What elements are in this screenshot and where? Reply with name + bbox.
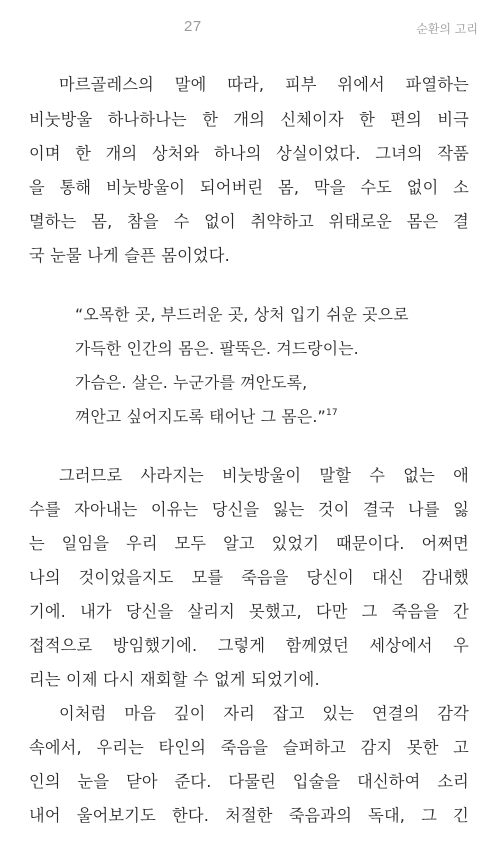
quote-line: “오목한 곳, 부드러운 곳, 상처 입기 쉬운 곳으로 (75, 305, 409, 324)
text-line: 비눗방울 하나하나는 한 개의 신체이자 한 편의 비극 (29, 110, 469, 129)
text-line: 인의 눈을 닫아 준다. 다물린 입술을 대신하여 소리 (29, 772, 469, 791)
text-line: 기에. 내가 당신을 살리지 못했고, 다만 그 죽음을 간 (29, 602, 469, 621)
text-line: 국 눈물 나게 슬픈 몸이었다. (29, 246, 230, 265)
text-line: 접적으로 방임했기에. 그렇게 함께였던 세상에서 우 (29, 636, 469, 655)
page-number: 27 (184, 18, 202, 35)
text-line: 는 일임을 우리 모두 알고 있었기 때문이다. 어쩌면 (29, 534, 469, 553)
quote-line-last (75, 407, 338, 427)
text-line: 나의 것이었을지도 모를 죽음을 당신이 대신 감내했 (29, 568, 469, 587)
running-title: 순환의 고리 (416, 22, 478, 36)
text-line: 마르골레스의 말에 따라, 피부 위에서 파열하는 (59, 75, 469, 94)
quote-line-text: 껴안고 싶어지도록 태어난 그 몸은.” (75, 407, 326, 426)
text-line: 리는 이제 다시 재회할 수 없게 되었기에. (29, 670, 320, 689)
text-line: 이처럼 마음 깊이 자리 잡고 있는 연결의 감각 (59, 704, 469, 723)
text-line: 이며 한 개의 상처와 하나의 상실이었다. 그녀의 작품 (29, 144, 469, 163)
text-line: 내어 울어보기도 한다. 처절한 죽음과의 독대, 그 긴 (29, 806, 469, 825)
quote-line: 가슴은. 살은. 누군가를 껴안도록, (75, 373, 308, 392)
text-line: 그러므로 사라지는 비눗방울이 말할 수 없는 애 (59, 466, 469, 485)
text-line: 멸하는 몸, 참을 수 없이 취약하고 위태로운 몸은 결 (29, 212, 469, 231)
text-line: 속에서, 우리는 타인의 죽음을 슬퍼하고 감지 못한 고 (29, 738, 469, 757)
text-line: 을 통해 비눗방울이 되어버린 몸, 막을 수도 없이 소 (29, 178, 469, 197)
footnote-marker[interactable]: 17 (325, 408, 338, 418)
text-line: 수를 자아내는 이유는 당신을 잃는 것이 결국 나를 잃 (29, 500, 469, 519)
quote-line: 가득한 인간의 몸은. 팔뚝은. 겨드랑이는. (75, 339, 359, 358)
